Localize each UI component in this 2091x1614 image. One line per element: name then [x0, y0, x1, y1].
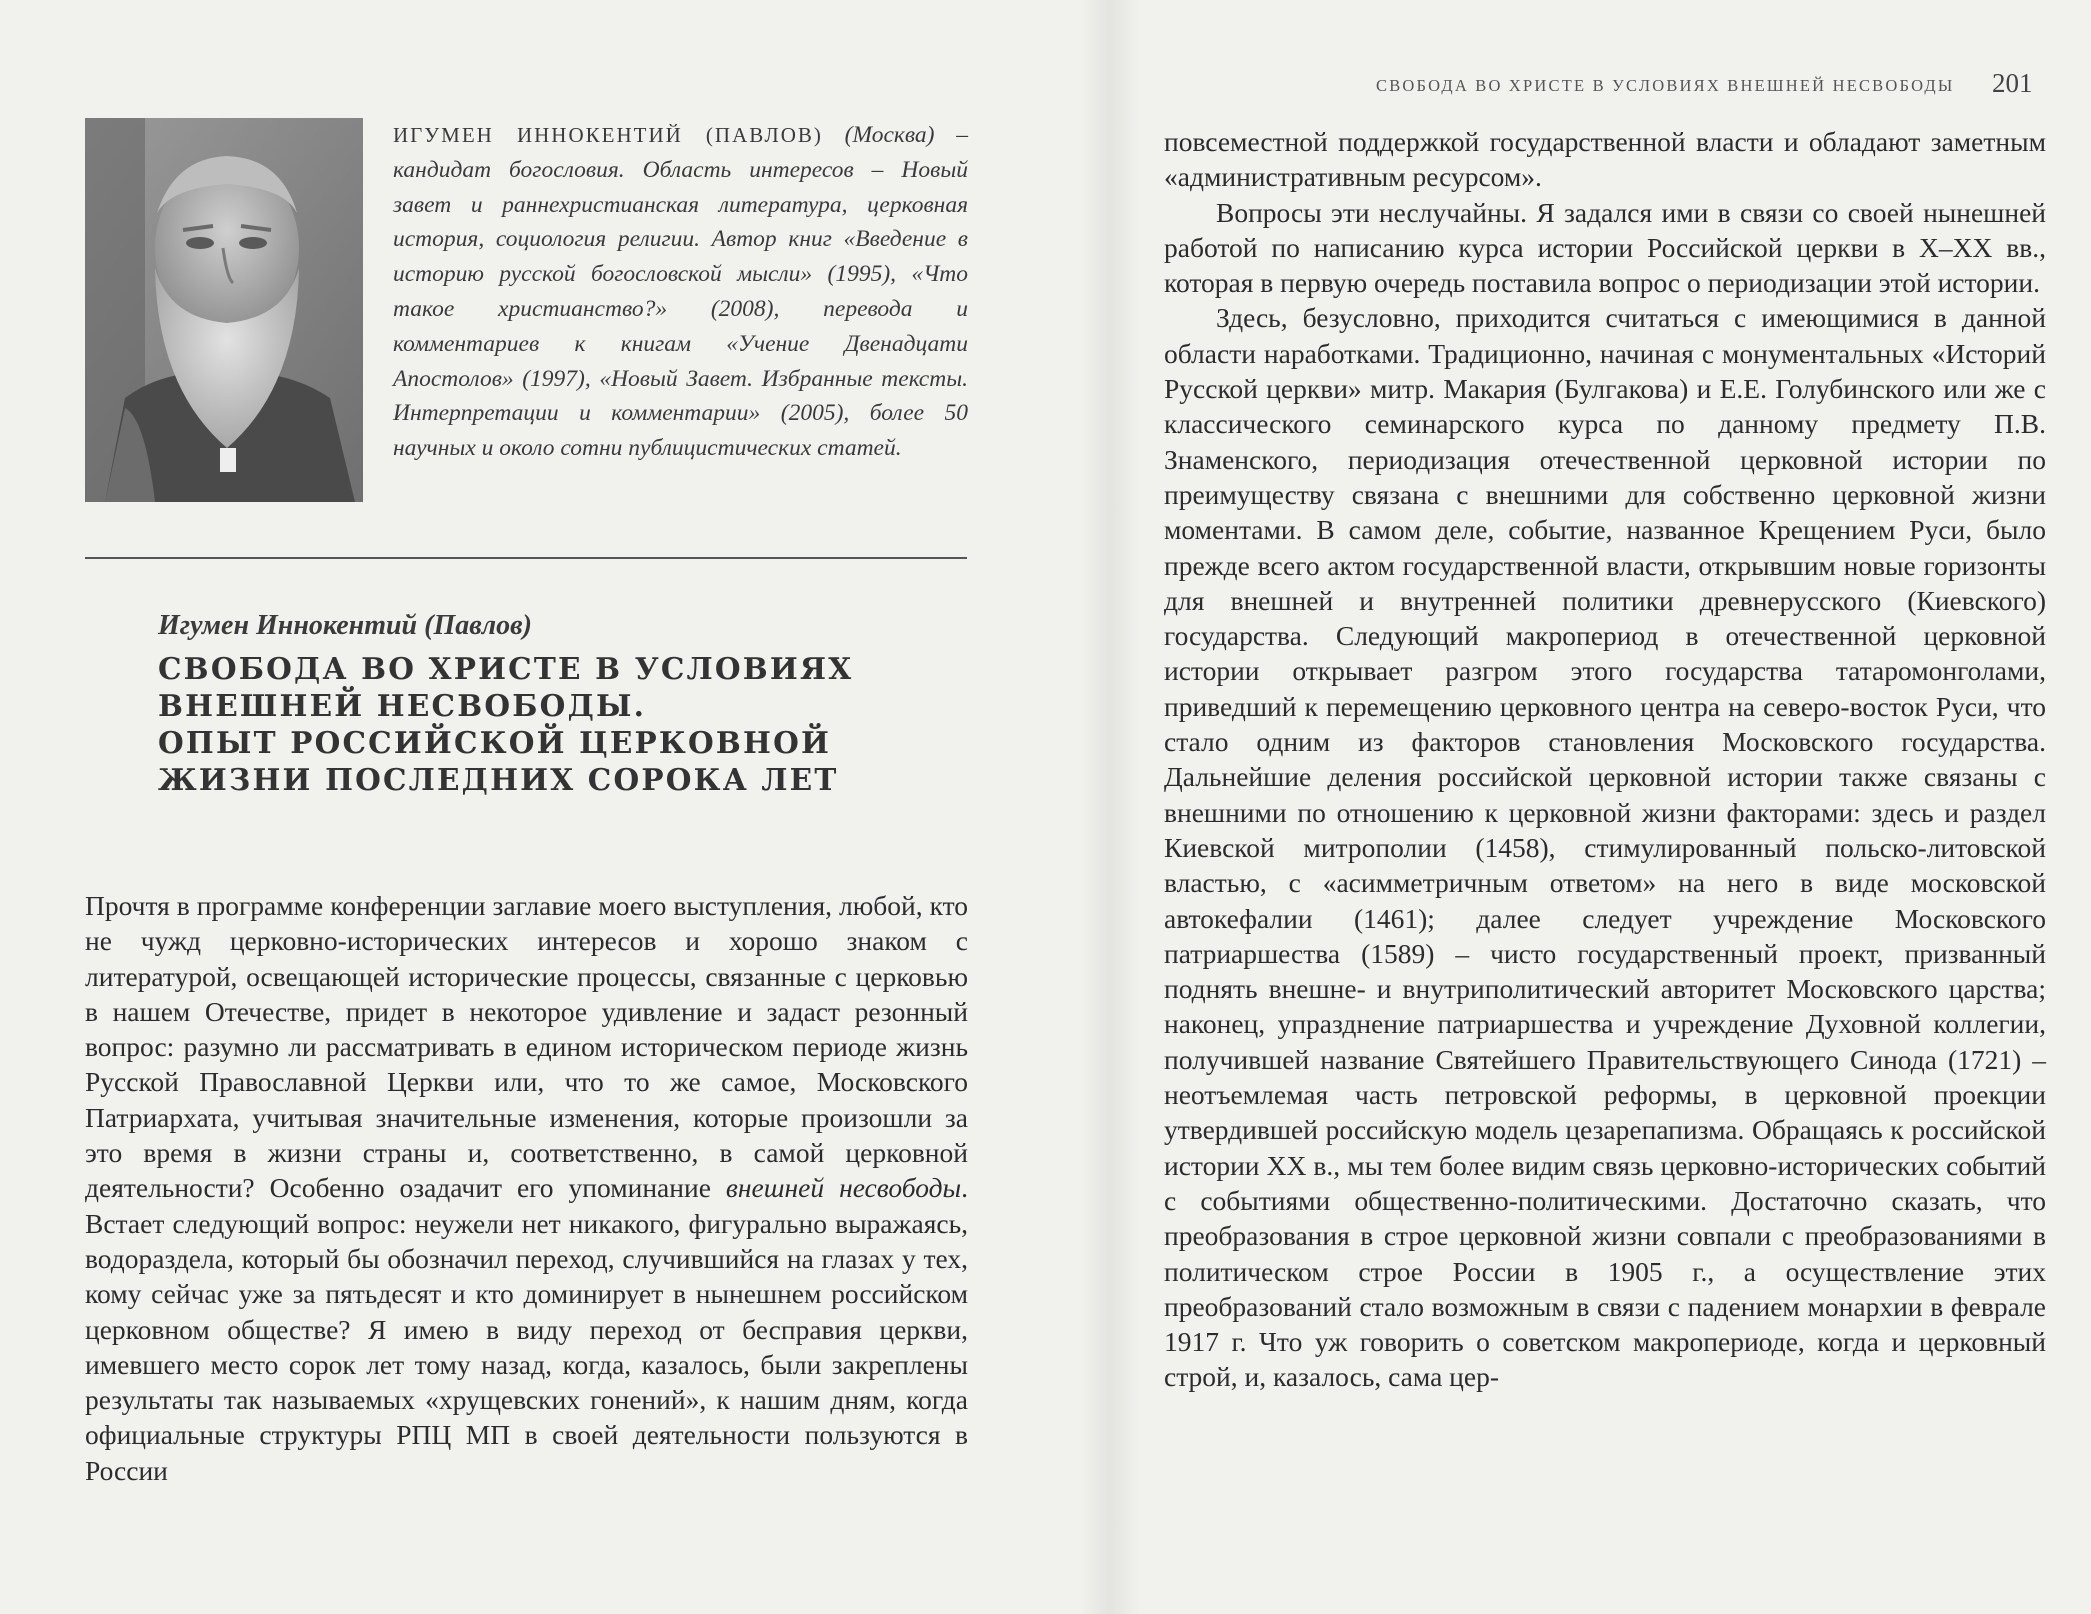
right-page-body [1164, 124, 2046, 1395]
left-paragraph-italic: внешней несвободы [725, 1172, 962, 1204]
right-paragraph-0: повсеместной поддержкой государственной власти и обладают заметным «административным ресурсом». [1164, 126, 2046, 193]
title-line-3: ОПЫТ РОССИЙСКОЙ ЦЕРКОВНОЙ [158, 725, 832, 760]
bio-text: (Москва) – кандидат богословия. Область интересов – Новый завет и раннехристианская литература, церковная история, социология религии. Автор книг «Введение в историю русской богословской мысли» (1995), «Что такое христианство?» (2008), перевода и комментариев к книгам «Учение Двенадцати Апостолов» (1997), «Новый Завет. Избранные тексты. Интерпретации и комментарии» (2005), более 50 научных и около сотни публицистических статей. [393, 122, 969, 462]
title-line-2: ВНЕШНЕЙ НЕСВОБОДЫ. [158, 688, 647, 723]
left-paragraph-part-1: Прочтя в программе конференции заглавие моего выступления, любой, кто не чужд церковно-исторических интересов и хорошо знаком с литературой, освещающей исторические процессы, связанные с церковью в нашем Отечестве, придет в некоторое удивление и задаст резонный вопрос: разумно ли рассматривать в едином историческом периоде жизнь Русской Православной Церкви или, что то же самое, Московского Патриархата, учитывая значительные изменения, которые произошли за это время в жизни страны и, соответственно, в самой церковной деятельности? Особенно озадачит его упоминание [85, 890, 968, 1204]
right-paragraph-2: Здесь, безусловно, приходится считаться с имеющимися в данной области наработками. Традиционно, начиная с монументальных «Историй Русской церкви» митр. Макария (Булгакова) и Е.Е. Голубинского или же с классического семинарского курса по данному предмету П.В. Знаменского, периодизация отечественной церковной истории по преимуществу связана с внешними для собственно церковной жизни моментами. В самом деле, событие, названное Крещением Руси, было прежде всего актом государственной власти, открывшим новые горизонты для внешней и внутренней политики древнерусского (Киевского) государства. Следующий макропериод в отечественной церковной истории открывает разгром этого государства татаромонголами, приведший к перемещению церковного центра на северо-восток Руси, что стало одним из факторов становления Московского государства. Дальнейшие деления российской церковной истории также связаны с внешними по отношению к церковной жизни факторами: здесь и раздел Киевской митрополии (1458), стимулированный польско-литовской властью, с «асимметричным ответом» на него в виде московской автокефалии (1461); далее следует учреждение Московского патриаршества (1589) – чисто государственный проект, призванный поднять внешне- и внутриполитический авторитет Московского царства; наконец, упразднение патриаршества и учреждение Духовной коллегии, получившей название Святейшего Правительствующего Синода (1721) – неотъемлемая часть петровской реформы, в церковной проекции утвердившей российскую модель цезарепапизма. Обращаясь к российской истории XX в., мы тем более видим связь церковно-исторических событий с событиями общественно-политическими. Достаточно сказать, что преобразования в строе церковной жизни совпали с преобразованиями в политическом строе России в 1905 г., а осуществление этих преобразований стало возможным в связи с падением монархии в феврале 1917 г. Что уж говорить о советском макропериоде, когда и церковный строй, и, казалось, сама цер- [1164, 302, 2046, 1393]
bio-name: ИГУМЕН ИННОКЕНТИЙ (ПАВЛОВ) [393, 123, 823, 147]
page-number: 201 [1992, 68, 2033, 98]
title-line-1: СВОБОДА ВО ХРИСТЕ В УСЛОВИЯХ [158, 651, 854, 686]
article-author: Игумен Иннокентий (Павлов) [158, 610, 532, 641]
left-paragraph [85, 888, 968, 1488]
title-line-4: ЖИЗНИ ПОСЛЕДНИХ СОРОКА ЛЕТ [158, 762, 839, 797]
section-divider [85, 557, 967, 559]
left-paragraph-part-2: . Встает следующий вопрос: неужели нет никакого, фигурально выражаясь, водораздела, который бы обозначил переход, случившийся на глазах у тех, кому сейчас уже за пятьдесят и кто доминирует в нынешнем российском церковном обществе? Я имею в виду переход от бесправия церкви, имевшего место сорок лет тому назад, когда, казалось, были закреплены результаты так называемых «хрущевских гонений», к нашим дням, когда официальные структуры РПЦ МП в своей деятельности пользуются в России [85, 1172, 968, 1486]
article-title [158, 650, 978, 798]
running-head: СВОБОДА ВО ХРИСТЕ В УСЛОВИЯХ ВНЕШНЕЙ НЕСВОБОДЫ [1376, 76, 1955, 95]
author-portrait [85, 118, 363, 502]
author-bio [393, 118, 968, 466]
left-page-body [85, 888, 968, 1488]
book-gutter [1080, 0, 1140, 1614]
right-paragraph-1: Вопросы эти неслучайны. Я задался ими в связи со своей нынешней работой по написанию курса истории Российской церкви в X–XX вв., которая в первую очередь поставила вопрос о периодизации этой истории. [1164, 196, 2046, 299]
